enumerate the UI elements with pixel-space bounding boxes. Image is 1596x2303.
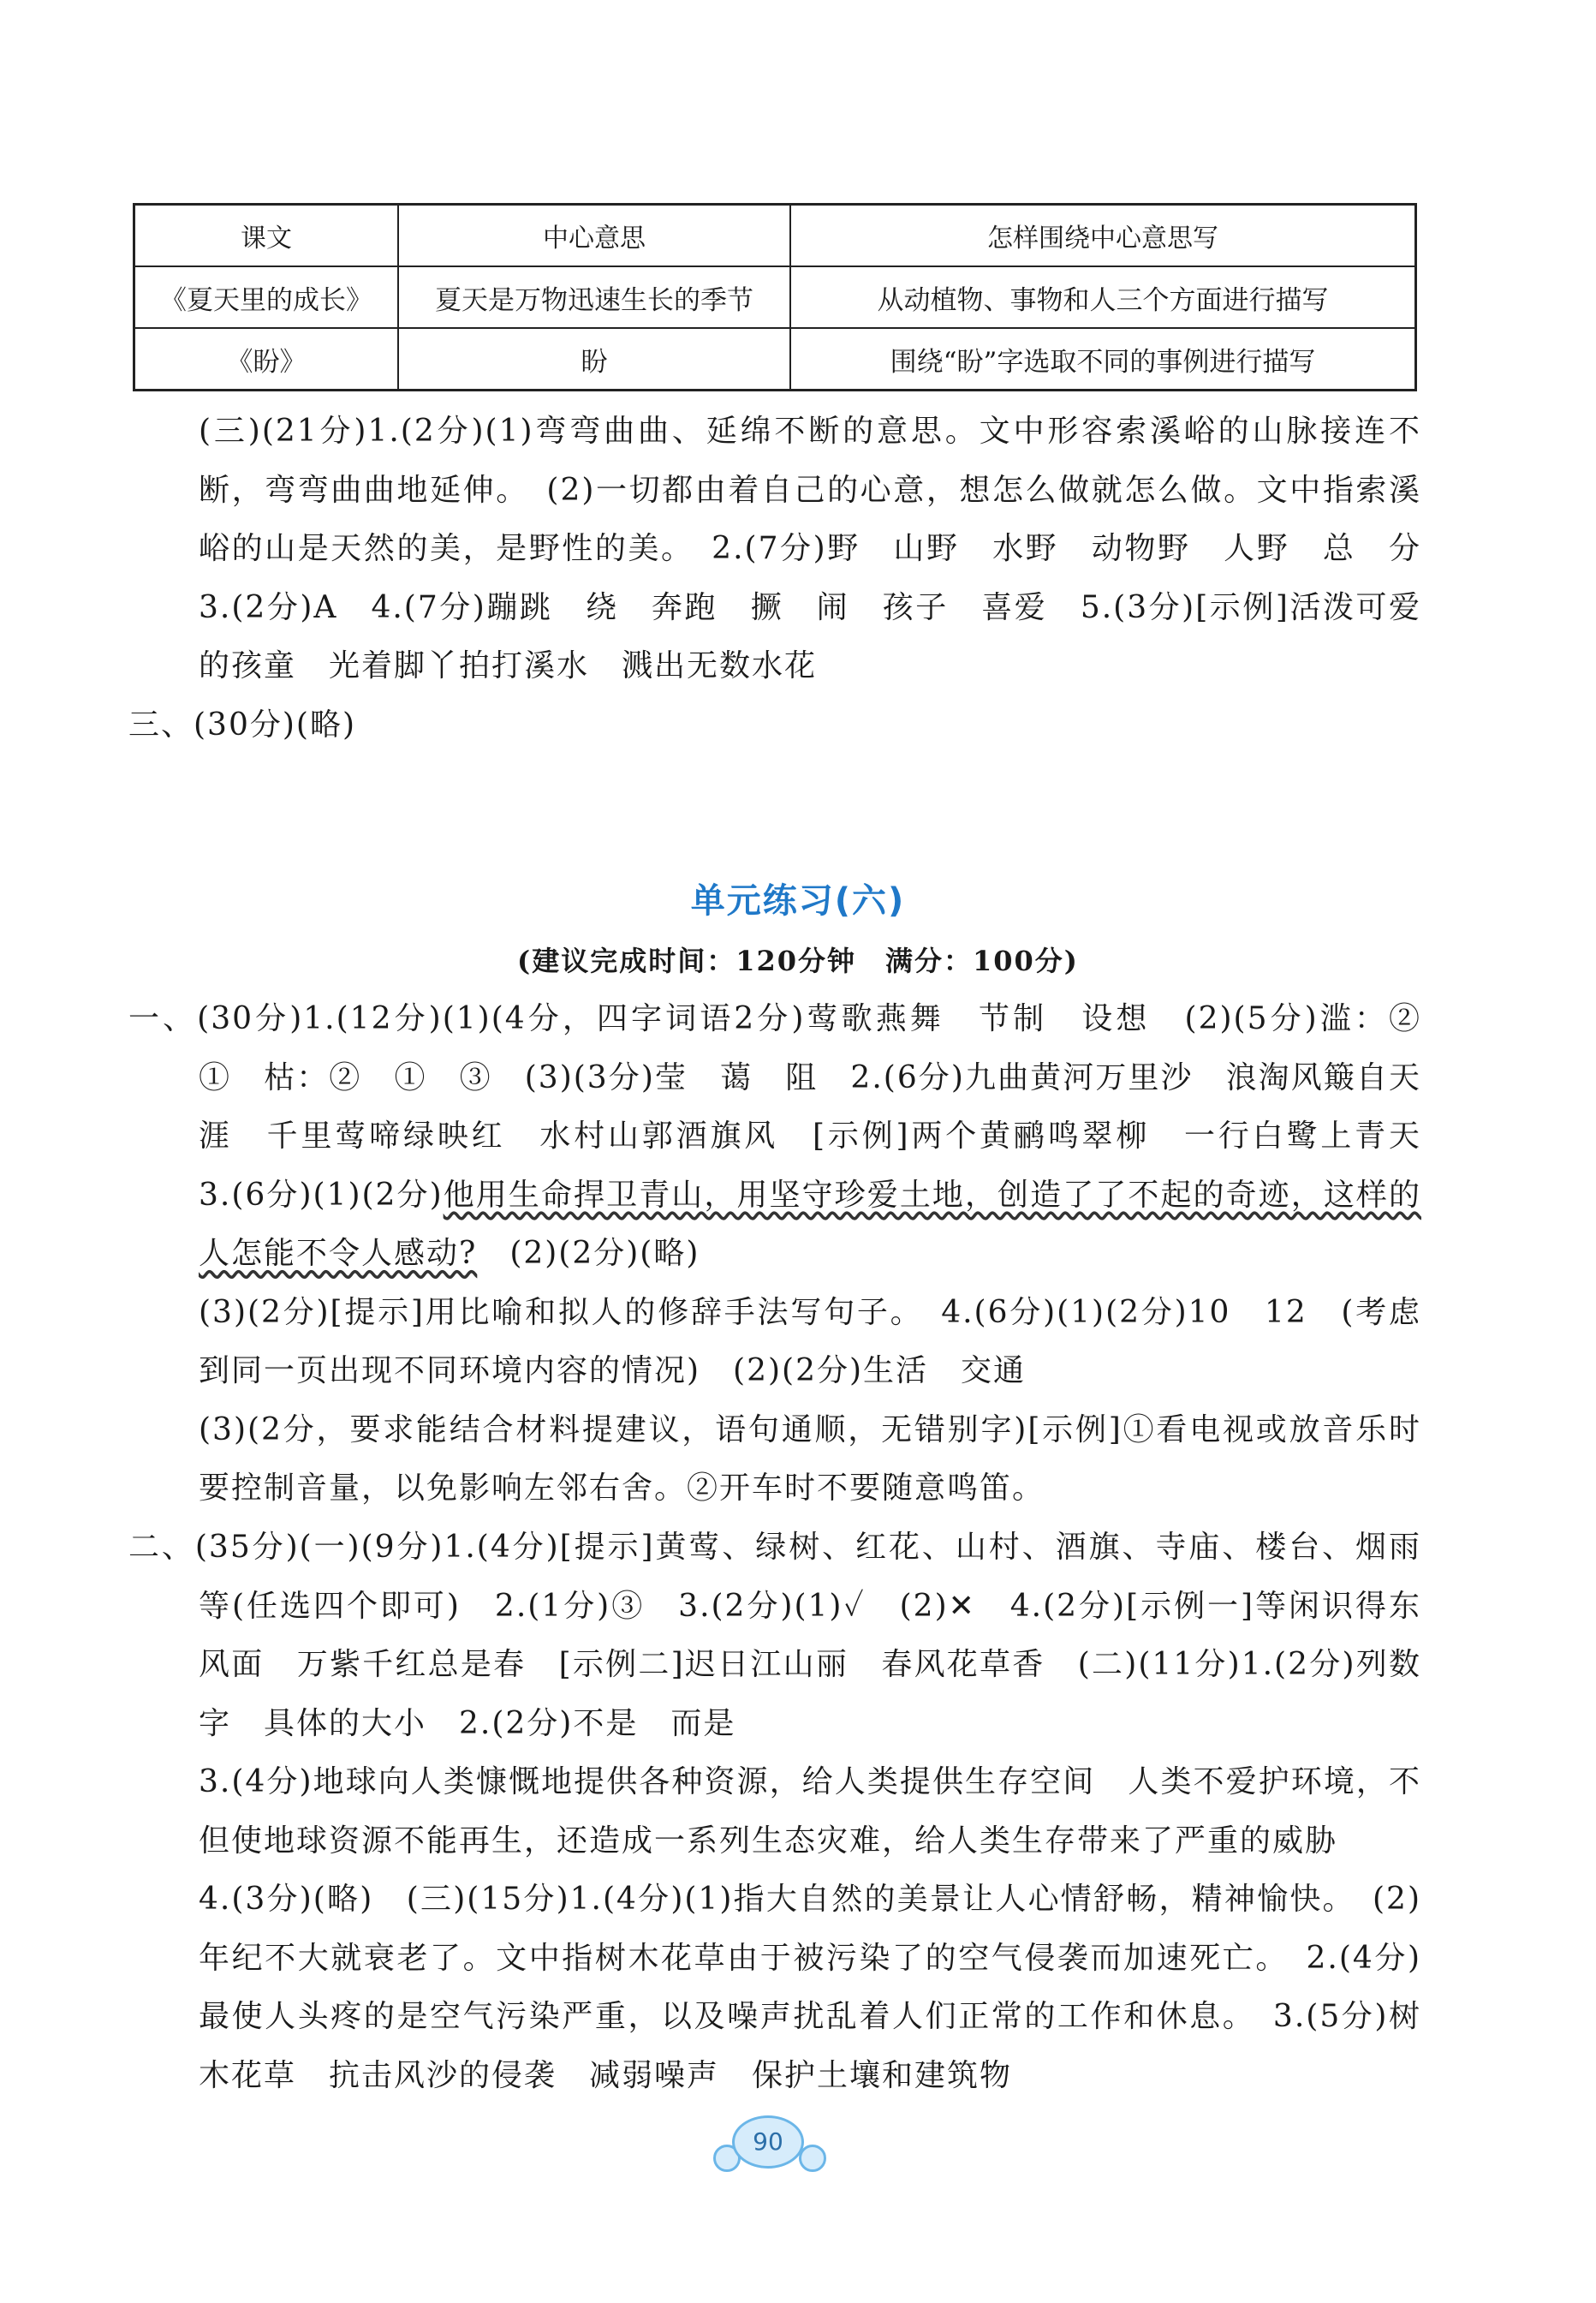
wavy-underlined-answer: 他用生命捍卫青山，用坚守珍爱土地，创造了了不起的奇迹，这样的人怎能不令人感动?	[199, 1177, 1421, 1271]
table-header-row	[134, 205, 1416, 267]
table-cell: 夏天是万物迅速生长的季节	[398, 266, 790, 328]
answer-paragraph: 三、(30分)(略)	[128, 707, 356, 743]
table-header: 怎样围绕中心意思写	[790, 205, 1416, 267]
answer-paragraph: 3.(4分)地球向人类慷慨地提供各种资源，给人类提供生存空间 人类不爱护环境，不但使地球资源不能再生，还造成一系列生态灾难，给人类生存带来了严重的威胁	[199, 1764, 1421, 1859]
top-answers	[128, 403, 1455, 755]
bubble-dot-icon	[799, 2145, 826, 2172]
answer-paragraph: 4.(3分)(略) (三)(15分)1.(4分)(1)指大自然的美景让人心情舒畅，精神愉快。 (2)年纪不大就衰老了。文中指树木花草由于被污染了的空气侵袭而加速死亡。 2.(4分)最使人头疼的是空气污染严重，以及噪声扰乱着人们正常的工作和休息。 3.(5分)树木花草 抗击风沙的侵袭 减弱噪声 保护土壤和建筑物	[199, 1882, 1421, 2093]
answer-paragraph: 二、(35分)(一)(9分)1.(4分)[提示]黄莺、绿树、红花、山村、酒旗、寺庙、楼台、烟雨等(任选四个即可) 2.(1分)③ 3.(2分)(1)✓ (2)✕ 4.(2分)[示例一]等闲识得东风面 万紫千红总是春 [示例二]迟日江山丽 春风花草香 (二)(11分)1.(2分)列数字 具体的大小 2.(2分)不是 而是	[128, 1530, 1421, 1741]
page-number: 90	[732, 2115, 804, 2169]
answer-text: 一、(30分)1.(12分)(1)(4分，四字词语2分)莺歌燕舞 节制 设想 (2)(5分)滥：② ① 枯：② ① ③ (3)(3分)莹 蔼 阻 2.(6分)九曲黄河万里沙 浪淘风簸自天涯 千里莺啼绿映红 水村山郭酒旗风 [示例]两个黄鹂鸣翠柳 一行白鹭上青天 3.(6分)(1)(2分)	[128, 1001, 1455, 1213]
table-cell: 《盼》	[134, 328, 399, 391]
unit-subtitle: (建议完成时间：120分钟 满分：100分)	[517, 945, 1079, 977]
answer-paragraph: (三)(21分)1.(2分)(1)弯弯曲曲、延绵不断的意思。文中形容索溪峪的山脉接连不断，弯弯曲曲地延伸。 (2)一切都由着自己的心意，想怎么做就怎么做。文中指索溪峪的山是天然的美，是野性的美。 2.(7分)野 山野 水野 动物野 人野 总 分 3.(2分)A 4.(7分)蹦跳 绕 奔跑 撅 闹 孩子 喜爱 5.(3分)[示例]活泼可爱的孩童 光着脚丫拍打溪水 溅出无数水花	[199, 414, 1455, 683]
table-row	[134, 266, 1416, 328]
lesson-table	[133, 203, 1417, 391]
answer-paragraph: (3)(2分，要求能结合材料提建议，语句通顺，无错别字)[示例]①看电视或放音乐时要控制音量，以免影响左邻右舍。②开车时不要随意鸣笛。	[199, 1411, 1421, 1506]
page-number-badge	[713, 2114, 825, 2174]
table-cell: 《夏天里的成长》	[134, 266, 399, 328]
table-cell: 盼	[398, 328, 790, 391]
section-one	[128, 990, 1455, 1518]
unit-title: 单元练习(六)	[690, 881, 906, 921]
table-cell: 从动植物、事物和人三个方面进行描写	[790, 266, 1416, 328]
answer-paragraph	[128, 990, 1455, 1284]
section-two	[128, 1518, 1421, 2105]
answer-paragraph: (3)(2分)[提示]用比喻和拟人的修辞手法写句子。 4.(6分)(1)(2分)10 12 (考虑到同一页出现不同环境内容的情况) (2)(2分)生活 交通	[199, 1294, 1421, 1388]
answer-text: (2)(2分)(略)	[477, 1236, 700, 1271]
table-header: 课文	[134, 205, 399, 267]
table-cell: 围绕“盼”字选取不同的事例进行描写	[790, 328, 1416, 391]
table-header: 中心意思	[398, 205, 790, 267]
table-row	[134, 328, 1416, 391]
